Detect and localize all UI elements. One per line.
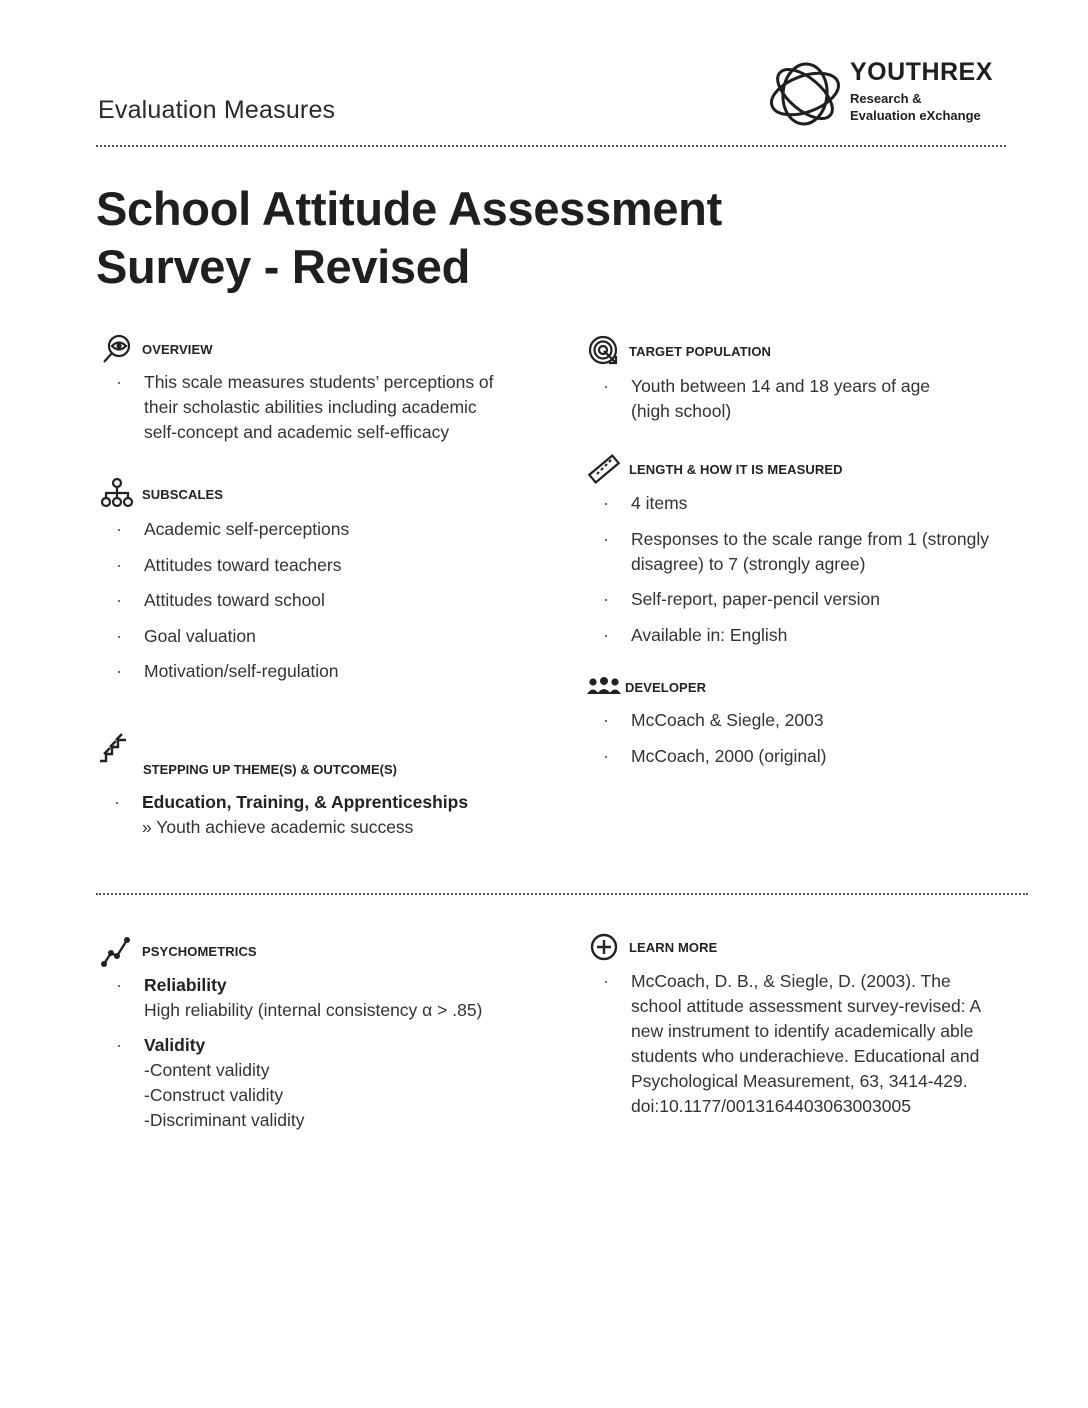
learn-more-heading: LEARN MORE <box>629 939 718 955</box>
ruler-icon <box>587 452 621 486</box>
length-heading: LENGTH & HOW IT IS MEASURED <box>629 461 843 477</box>
developer-heading: DEVELOPER <box>625 679 707 695</box>
length-item: · Available in: English <box>587 623 1017 648</box>
subscale-item: · Attitudes toward teachers <box>100 553 520 578</box>
stepping-up-outcome: » Youth achieve academic success <box>142 817 414 837</box>
overview-section <box>100 332 520 445</box>
developer-item: · McCoach & Siegle, 2003 <box>587 708 1017 733</box>
length-item: · Self-report, paper-pencil version <box>587 587 1017 612</box>
category-title: Evaluation Measures <box>98 96 336 124</box>
subscale-item: · Motivation/self-regulation <box>100 659 520 684</box>
overview-header <box>100 332 520 366</box>
logo-subtitle-line1: Research & <box>850 91 922 106</box>
learn-more-section <box>587 930 1017 1119</box>
stairs-icon <box>98 732 132 766</box>
page-title <box>96 180 856 296</box>
developer-item: · McCoach, 2000 (original) <box>587 744 1017 769</box>
orbit-logo-icon <box>765 56 845 131</box>
reliability-title: · Reliability <box>144 975 227 995</box>
target-population-header <box>587 334 1017 368</box>
overview-heading: OVERVIEW <box>142 341 213 357</box>
logo-subtitle <box>850 90 1020 124</box>
length-item: · Responses to the scale range from 1 (strongly disagree) to 7 (strongly agree) <box>587 527 1001 577</box>
learn-more-header <box>587 930 1017 964</box>
psychometrics-reliability <box>100 973 540 1023</box>
stepping-up-theme: · Education, Training, & Apprenticeships <box>142 792 469 812</box>
learn-more-citation: · McCoach, D. B., & Siegle, D. (2003). The school attitude assessment survey-revised: A new instrument to identify academically able students who underachieve. Educational and Psychological Measurement, 63, 3414-429. doi:10.1177/0013164403063003005 <box>587 969 1001 1119</box>
plus-circle-icon <box>587 930 621 964</box>
target-population-heading: TARGET POPULATION <box>629 343 772 359</box>
youthrex-logo <box>765 56 1010 131</box>
validity-item: -Construct validity <box>144 1085 284 1105</box>
psychometrics-validity <box>100 1033 540 1133</box>
section-divider <box>96 893 1028 895</box>
people-icon <box>587 670 621 704</box>
hierarchy-icon <box>100 477 134 511</box>
logo-name: YOUTHREX <box>850 58 993 86</box>
target-population-item: · Youth between 14 and 18 years of age (high school) <box>587 374 951 424</box>
trend-line-icon <box>100 934 134 968</box>
validity-item: -Discriminant validity <box>144 1110 305 1130</box>
page-title-line2: Survey - Revised <box>96 240 470 293</box>
length-header <box>587 452 1017 486</box>
subscale-item: · Academic self-perceptions <box>100 517 520 542</box>
subscale-item: · Attitudes toward school <box>100 588 520 613</box>
subscale-item: · Goal valuation <box>100 624 520 649</box>
length-item: · 4 items <box>587 491 1017 516</box>
subscales-header <box>100 477 520 511</box>
stepping-up-item <box>98 790 538 840</box>
page-title-line1: School Attitude Assessment <box>96 182 722 235</box>
subscales-section <box>100 477 520 684</box>
target-icon <box>587 334 621 368</box>
subscales-heading: SUBSCALES <box>142 486 224 502</box>
reliability-text: High reliability (internal consistency α > .85) <box>144 1000 483 1020</box>
developer-section <box>587 670 1017 769</box>
validity-title: · Validity <box>144 1035 206 1055</box>
validity-item: -Content validity <box>144 1060 270 1080</box>
psychometrics-header <box>100 934 540 968</box>
psychometrics-heading: PSYCHOMETRICS <box>142 943 257 959</box>
stepping-up-section <box>98 732 538 837</box>
overview-text: · This scale measures students’ perceptions of their scholastic abilities including academic self-concept and academic self-efficacy <box>100 370 514 445</box>
stepping-up-heading: STEPPING UP THEME(S) & OUTCOME(S) <box>143 762 397 777</box>
magnifier-eye-icon <box>100 332 134 366</box>
header-divider <box>96 145 1006 147</box>
length-section <box>587 452 1017 648</box>
logo-subtitle-line2: Evaluation eXchange <box>850 108 981 123</box>
psychometrics-section <box>100 934 540 1133</box>
target-population-section <box>587 334 1017 424</box>
developer-header <box>587 670 1017 704</box>
